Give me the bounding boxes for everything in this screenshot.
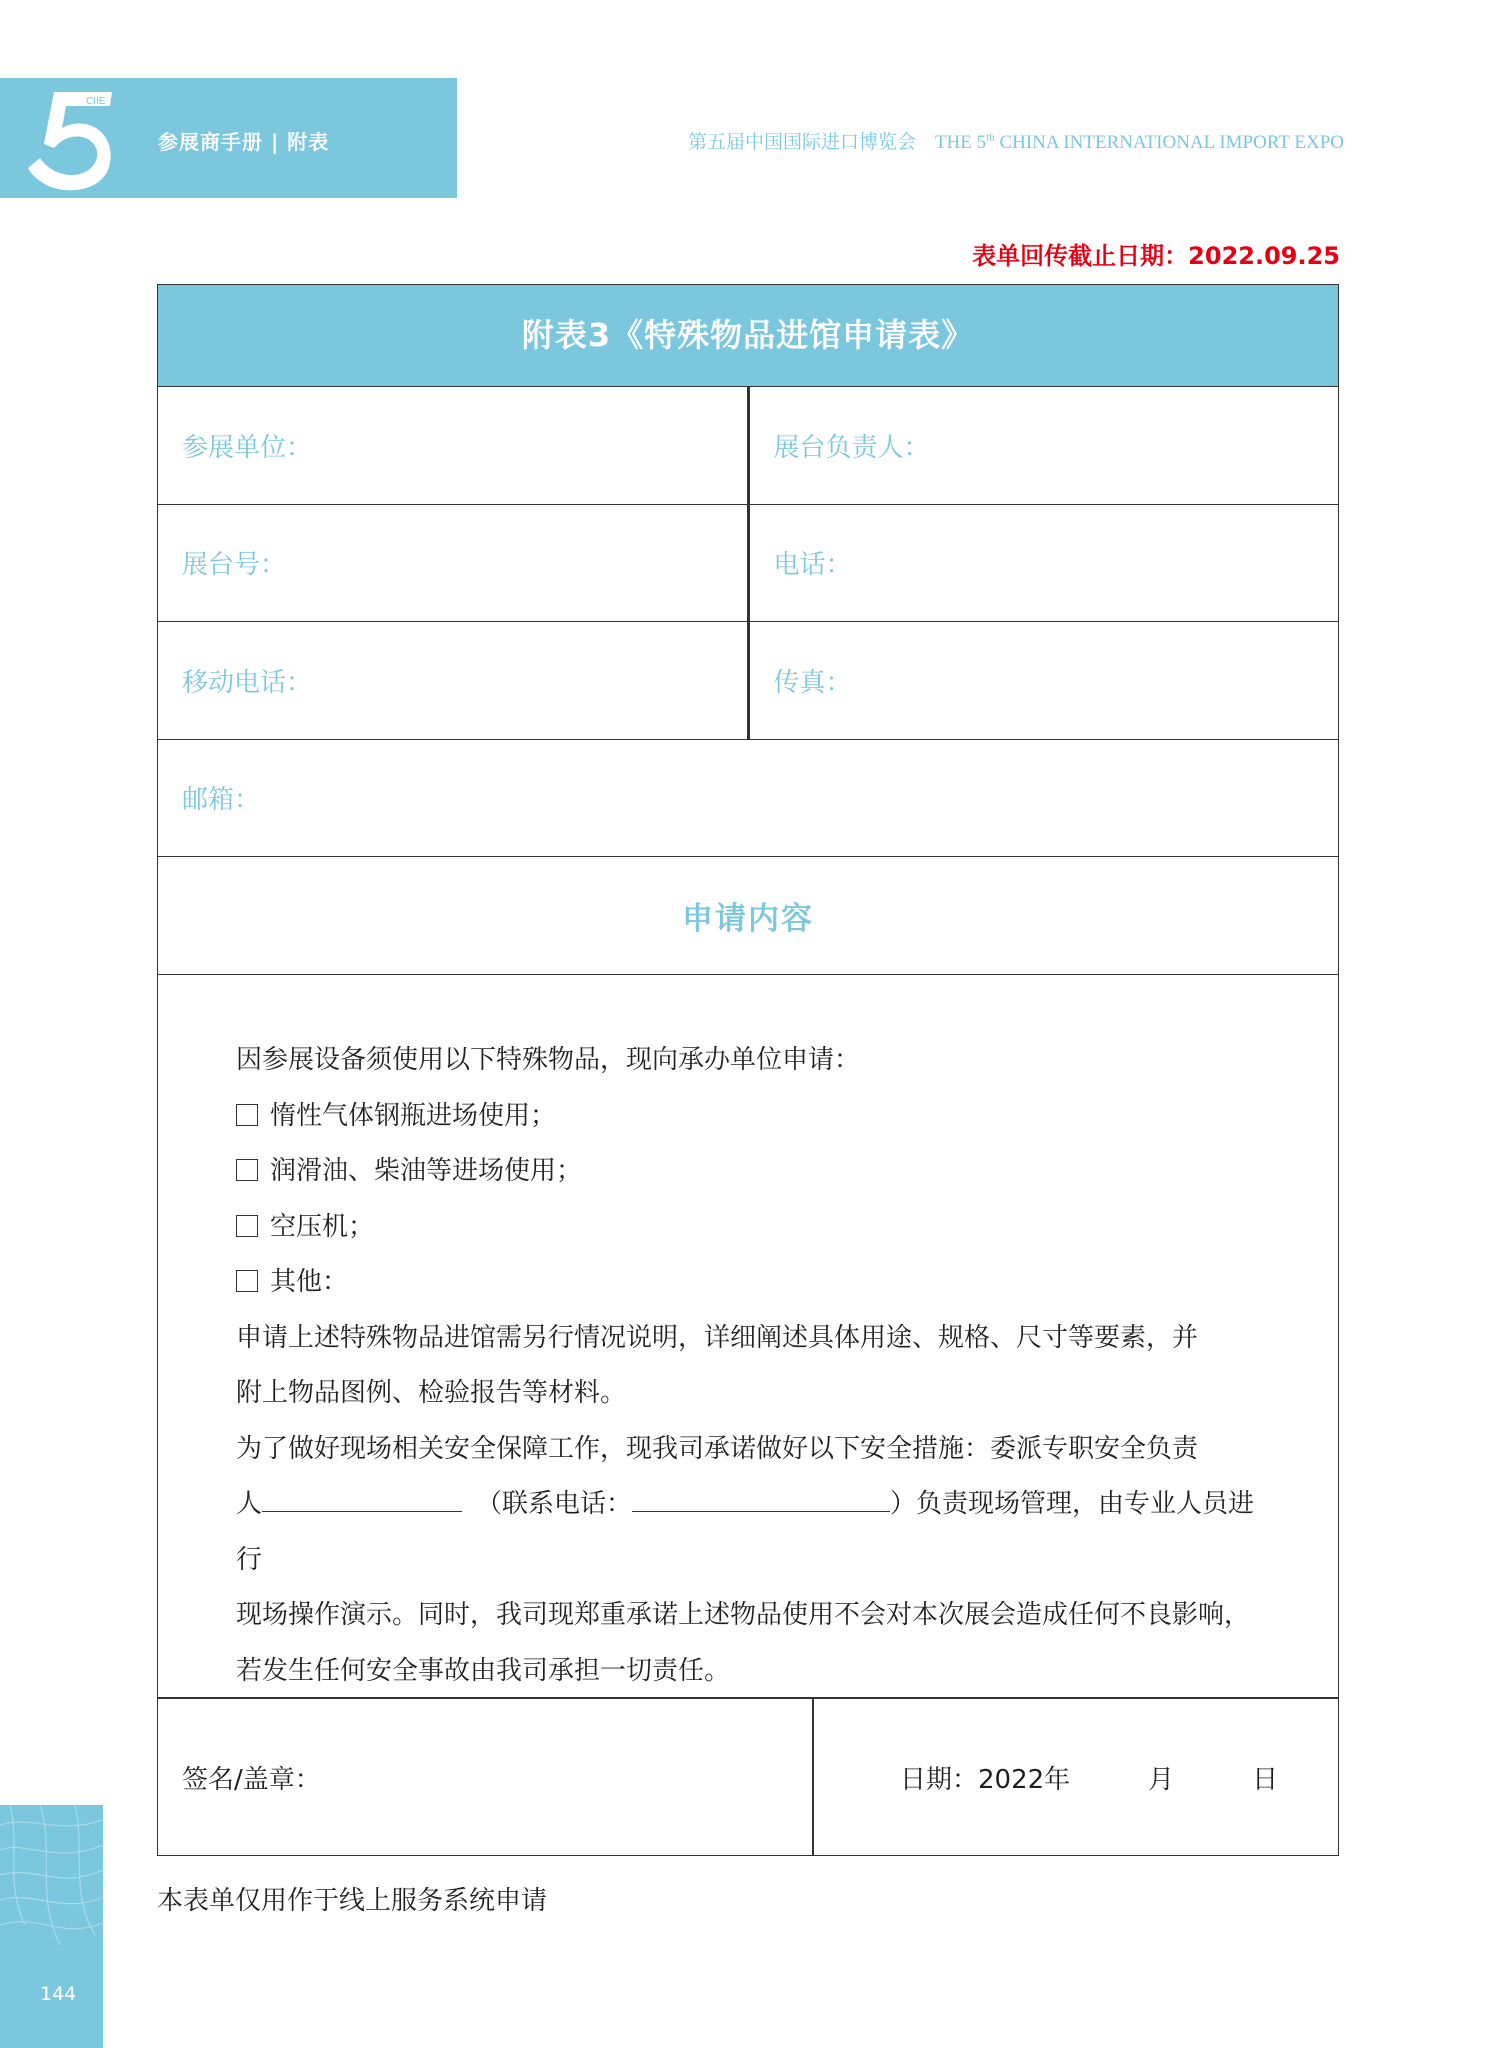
expo-title xyxy=(688,127,1344,154)
paragraph-line xyxy=(236,1477,1268,1588)
checkbox-icon[interactable] xyxy=(236,1104,258,1126)
checkbox-icon[interactable] xyxy=(236,1270,258,1292)
contact-phone-blank[interactable] xyxy=(632,1491,890,1512)
option-label: 惰性气体钢瓶进场使用； xyxy=(270,1100,557,1131)
paragraph-line: 现场操作演示。同时，我司现郑重承诺上述物品使用不会对本次展会造成任何不良影响， xyxy=(236,1600,1251,1630)
booth-number-field[interactable]: 展台号： xyxy=(182,550,287,581)
paragraph-line: 附上物品图例、检验报告等材料。 xyxy=(236,1378,627,1408)
option-label: 其他： xyxy=(270,1267,349,1297)
email-field[interactable]: 邮箱： xyxy=(182,785,261,816)
signature-row xyxy=(158,1699,1338,1855)
phone-field[interactable]: 电话： xyxy=(747,505,1339,622)
option-item[interactable] xyxy=(236,1144,1268,1200)
page-band xyxy=(0,1805,103,2048)
application-form xyxy=(157,284,1339,1856)
form-row xyxy=(158,387,1338,505)
option-item[interactable] xyxy=(236,1089,1268,1145)
signature-field[interactable]: 签名/盖章： xyxy=(158,1699,814,1855)
option-label: 空压机； xyxy=(270,1211,375,1242)
booth-manager-field[interactable]: 展台负责人： xyxy=(747,387,1339,504)
paragraph-line: 申请上述特殊物品进馆需另行情况说明，详细阐述具体用途、规格、尺寸等要素，并 xyxy=(236,1322,1199,1353)
logo-text: CIIE xyxy=(86,96,106,107)
application-content xyxy=(158,975,1338,1699)
checkbox-icon[interactable] xyxy=(236,1159,258,1181)
safety-officer-blank[interactable] xyxy=(262,1491,462,1512)
section-title: 申请内容 xyxy=(158,857,1338,975)
form-row xyxy=(158,740,1338,858)
paragraph-line: 为了做好现场相关安全保障工作，现我司承诺做好以下安全措施：委派专职安全负责 xyxy=(236,1433,1199,1464)
expo-title-sup: th xyxy=(986,131,995,144)
expo-title-post: CHINA INTERNATIONAL IMPORT EXPO xyxy=(994,132,1344,153)
fax-field[interactable]: 传真： xyxy=(747,622,1339,739)
section-label: 参展商手册 | 附表 xyxy=(158,130,330,154)
intro-text: 因参展设备须使用以下特殊物品，现向承办单位申请： xyxy=(236,1045,861,1075)
mobile-field[interactable]: 移动电话： xyxy=(182,667,313,698)
expo-title-pre: 第五届中国国际进口博览会 THE 5 xyxy=(687,132,987,153)
option-item[interactable] xyxy=(236,1200,1268,1256)
footnote: 本表单仅用作于线上服务系统申请 xyxy=(157,1886,548,1916)
exhibitor-field[interactable]: 参展单位： xyxy=(182,432,313,463)
ciie-5-logo xyxy=(24,84,124,194)
text-span: （联系电话： xyxy=(476,1489,633,1519)
option-label: 润滑油、柴油等进场使用； xyxy=(270,1156,583,1186)
date-field[interactable]: 日期：2022年 月 日 xyxy=(900,1764,1279,1795)
form-row xyxy=(158,505,1338,623)
checkbox-icon[interactable] xyxy=(236,1215,258,1237)
form-title: 附表3《特殊物品进馆申请表》 xyxy=(158,285,1338,387)
text-span: ）负责现场管理，由专业人员进行 xyxy=(236,1489,1255,1575)
deadline-notice: 表单回传截止日期：2022.09.25 xyxy=(972,242,1340,270)
form-row xyxy=(158,622,1338,740)
paragraph-line: 若发生任何安全事故由我司承担一切责任。 xyxy=(236,1655,731,1686)
text-span: 人 xyxy=(236,1489,263,1519)
page-number: 144 xyxy=(40,1983,77,2005)
decorative-pattern-icon xyxy=(0,1805,103,2048)
option-item[interactable] xyxy=(236,1255,1268,1311)
